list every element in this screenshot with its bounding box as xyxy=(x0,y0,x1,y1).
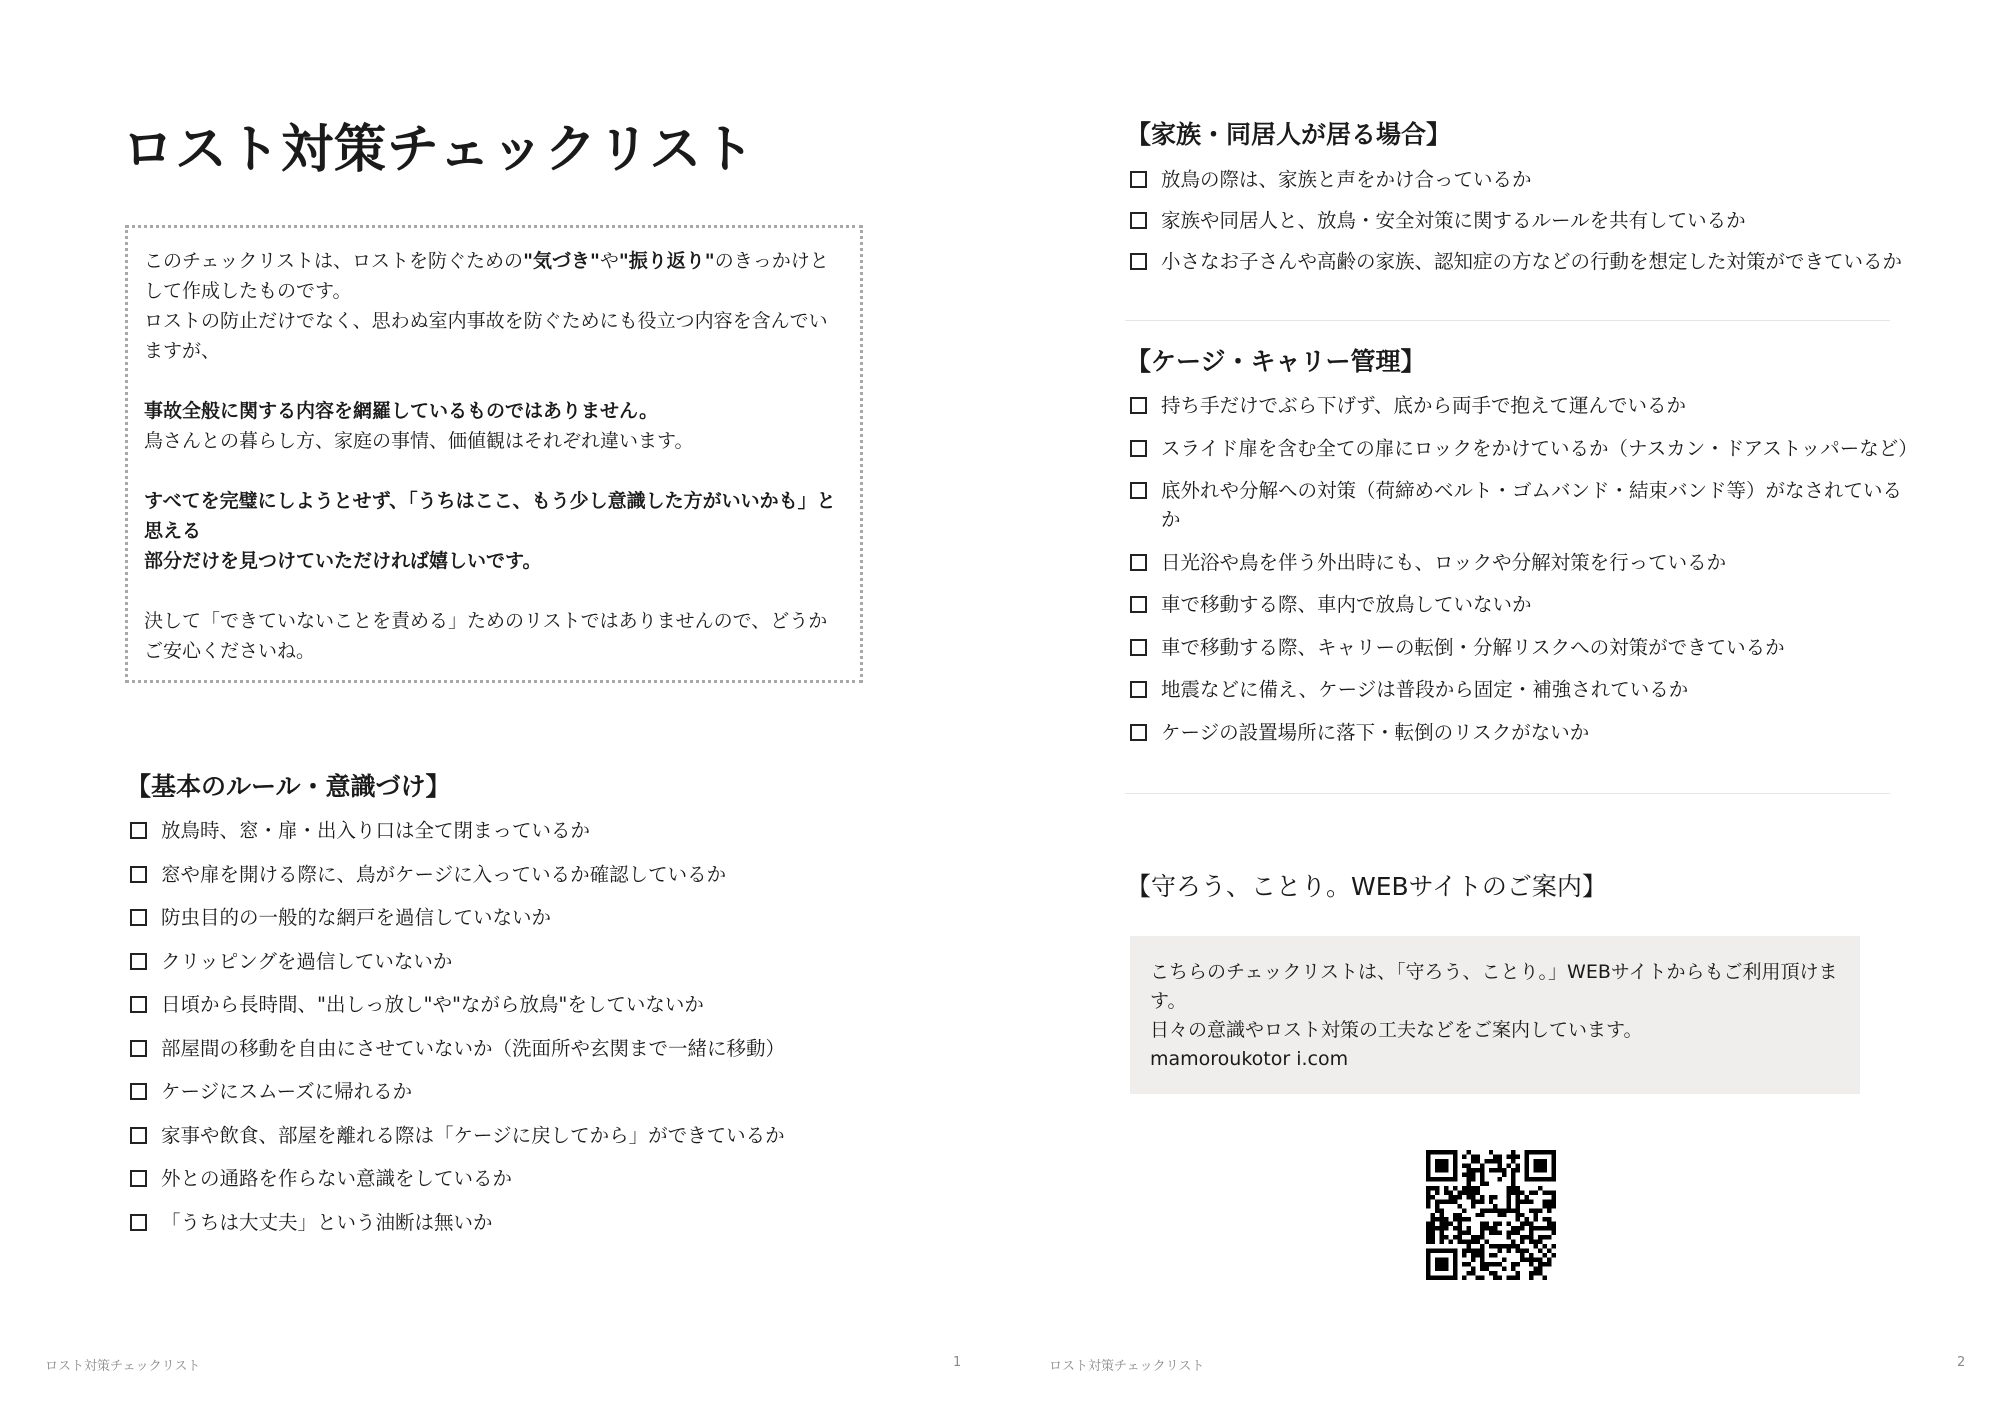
checkbox-icon[interactable] xyxy=(1130,681,1147,698)
checkbox-icon[interactable] xyxy=(1130,397,1147,414)
checkbox-icon[interactable] xyxy=(130,953,147,970)
checklist-item-label: 外との通路を作らない意識をしているか xyxy=(161,1167,513,1190)
website-line-1: こちらのチェックリストは、「守ろう、ことり。」WEBサイトからもご利用頂けます。 xyxy=(1150,961,1838,1012)
section-title-website: 【守ろう、ことり。WEBサイトのご案内】 xyxy=(1126,872,1607,901)
checklist-item[interactable] xyxy=(130,1034,910,1063)
intro-box xyxy=(125,225,863,683)
checklist-item-label: 車で移動する際、キャリーの転倒・分解リスクへの対策ができているか xyxy=(1161,635,1785,659)
checkbox-icon[interactable] xyxy=(1130,554,1147,571)
checkbox-icon[interactable] xyxy=(130,1127,147,1144)
checklist-item-label: 日頃から長時間、"出しっ放し"や"ながら放鳥"をしていないか xyxy=(161,993,704,1016)
checklist-item-label: ケージにスムーズに帰れるか xyxy=(161,1080,413,1103)
checklist-item-label: 地震などに備え、ケージは普段から固定・補強されているか xyxy=(1161,678,1689,701)
intro-notice-bold: 事故全般に関する内容を網羅しているものではありません。 xyxy=(144,400,659,422)
checklist-item-label: 家事や飲食、部屋を離れる際は「ケージに戻してから」ができているか xyxy=(161,1123,785,1147)
checklist-item[interactable] xyxy=(130,1164,910,1193)
checklist-item[interactable] xyxy=(1130,206,1910,235)
checklist-item[interactable] xyxy=(130,1077,910,1106)
checklist-item-label: 家族や同居人と、放鳥・安全対策に関するルールを共有しているか xyxy=(1161,209,1746,232)
website-line-2: 日々の意識やロスト対策の工夫などをご案内しています。 xyxy=(1150,1019,1643,1041)
checkbox-icon[interactable] xyxy=(1130,212,1147,229)
intro-paragraph-3: 鳥さんとの暮らし方、家庭の事情、価値観はそれぞれ違います。 xyxy=(144,430,694,452)
checkbox-icon[interactable] xyxy=(130,909,147,926)
checklist-item-label: 底外れや分解への対策（荷締めベルト・ゴムバンド・結束バンド等）がなされているか xyxy=(1161,479,1903,531)
checklist-item-label: 部屋間の移動を自由にさせていないか（洗面所や玄関まで一緒に移動） xyxy=(161,1036,786,1060)
checklist-item-label: 防虫目的の一般的な網戸を過信していないか xyxy=(161,906,552,929)
intro-paragraph-2: ロストの防止だけでなく、思わぬ室内事故を防ぐためにも役立つ内容を含んでいますが、 xyxy=(144,310,828,362)
checklist-item[interactable] xyxy=(1130,675,1910,704)
checkbox-icon[interactable] xyxy=(1130,440,1147,457)
checklist-item[interactable] xyxy=(130,903,910,932)
checklist-item[interactable] xyxy=(1130,718,1910,747)
checklist-item-label: ケージの設置場所に落下・転倒のリスクがないか xyxy=(1161,720,1590,744)
checkbox-icon[interactable] xyxy=(1130,596,1147,613)
intro-paragraph-4: 決して「できていないことを責める」ためのリストではありませんので、どうかご安心くださいね。 xyxy=(144,610,828,662)
checklist-item[interactable] xyxy=(130,816,910,845)
checkbox-icon[interactable] xyxy=(130,1214,147,1231)
checklist-item-label: スライド扉を含む全ての扉にロックをかけているか（ナスカン・ドアストッパーなど） xyxy=(1161,436,1918,460)
checklist-item[interactable] xyxy=(1130,247,1910,276)
website-info-box xyxy=(1130,936,1860,1094)
checkbox-icon[interactable] xyxy=(130,1170,147,1187)
intro-message-bold-2: 部分だけを見つけていただければ嬉しいです。 xyxy=(144,550,542,572)
checklist-item-label: 日光浴や鳥を伴う外出時にも、ロックや分解対策を行っているか xyxy=(1161,550,1727,574)
checkbox-icon[interactable] xyxy=(1130,482,1147,499)
page-number: 2 xyxy=(1957,1355,1966,1370)
footer-label: ロスト対策チェックリスト xyxy=(1049,1359,1205,1374)
section-divider xyxy=(1125,320,1890,321)
page-title: ロスト対策チェックリスト xyxy=(122,120,756,180)
section-title-cage: 【ケージ・キャリー管理】 xyxy=(1126,347,1426,376)
checklist-item-label: 小さなお子さんや高齢の家族、認知症の方などの行動を想定した対策ができているか xyxy=(1161,250,1903,273)
checklist-item-label: クリッピングを過信していないか xyxy=(161,949,453,973)
qr-code-icon[interactable] xyxy=(1426,1150,1556,1280)
checklist-item[interactable] xyxy=(1130,165,1910,194)
checklist-item[interactable] xyxy=(130,1121,910,1150)
checklist-cage xyxy=(1130,391,1918,760)
checkbox-icon[interactable] xyxy=(130,866,147,883)
checkbox-icon[interactable] xyxy=(1130,724,1147,741)
checklist-item[interactable] xyxy=(1130,391,1910,420)
checkbox-icon[interactable] xyxy=(1130,253,1147,270)
checklist-basic xyxy=(130,816,910,1251)
website-url[interactable]: mamoroukotor i.com xyxy=(1150,1048,1349,1070)
section-title-family: 【家族・同居人が居る場合】 xyxy=(1126,120,1452,149)
checklist-item[interactable] xyxy=(130,947,910,976)
checklist-item[interactable] xyxy=(1130,590,1910,619)
checklist-item[interactable] xyxy=(130,990,910,1019)
checklist-item[interactable] xyxy=(1130,476,1910,534)
checklist-item-label: 放鳥時、窓・扉・出入り口は全て閉まっているか xyxy=(161,819,591,842)
checklist-item[interactable] xyxy=(1130,633,1910,662)
checklist-item-label: 持ち手だけでぶら下げず、底から両手で抱えて運んでいるか xyxy=(1161,394,1686,417)
checklist-item[interactable] xyxy=(130,1208,910,1237)
section-divider xyxy=(1125,793,1890,794)
footer-label: ロスト対策チェックリスト xyxy=(45,1359,201,1374)
checkbox-icon[interactable] xyxy=(130,822,147,839)
checklist-item[interactable] xyxy=(1130,434,1918,463)
intro-paragraph-1: このチェックリストは、ロストを防ぐための"気づき"や"振り返り"のきっかけとして作成したものです。 xyxy=(144,250,829,302)
checklist-item-label: 窓や扉を開ける際に、鳥がケージに入っているか確認しているか xyxy=(161,862,727,886)
page-2 xyxy=(1000,0,2000,1414)
checklist-item-label: 「うちは大丈夫」という油断は無いか xyxy=(161,1210,493,1234)
intro-message-bold-1: すべてを完璧にしようとせず、「うちはここ、もう少し意識した方がいいかも」と思える xyxy=(144,490,836,542)
checkbox-icon[interactable] xyxy=(130,1040,147,1057)
checklist-item-label: 車で移動する際、車内で放鳥していないか xyxy=(1161,593,1532,616)
checkbox-icon[interactable] xyxy=(1130,171,1147,188)
checklist-item-label: 放鳥の際は、家族と声をかけ合っているか xyxy=(1161,168,1532,191)
checklist-family xyxy=(1130,165,1910,288)
checklist-item[interactable] xyxy=(130,860,910,889)
section-title-basic: 【基本のルール・意識づけ】 xyxy=(126,772,451,801)
checklist-item[interactable] xyxy=(1130,548,1910,577)
checkbox-icon[interactable] xyxy=(1130,639,1147,656)
checkbox-icon[interactable] xyxy=(130,1083,147,1100)
page-number: 1 xyxy=(953,1355,962,1370)
checkbox-icon[interactable] xyxy=(130,996,147,1013)
